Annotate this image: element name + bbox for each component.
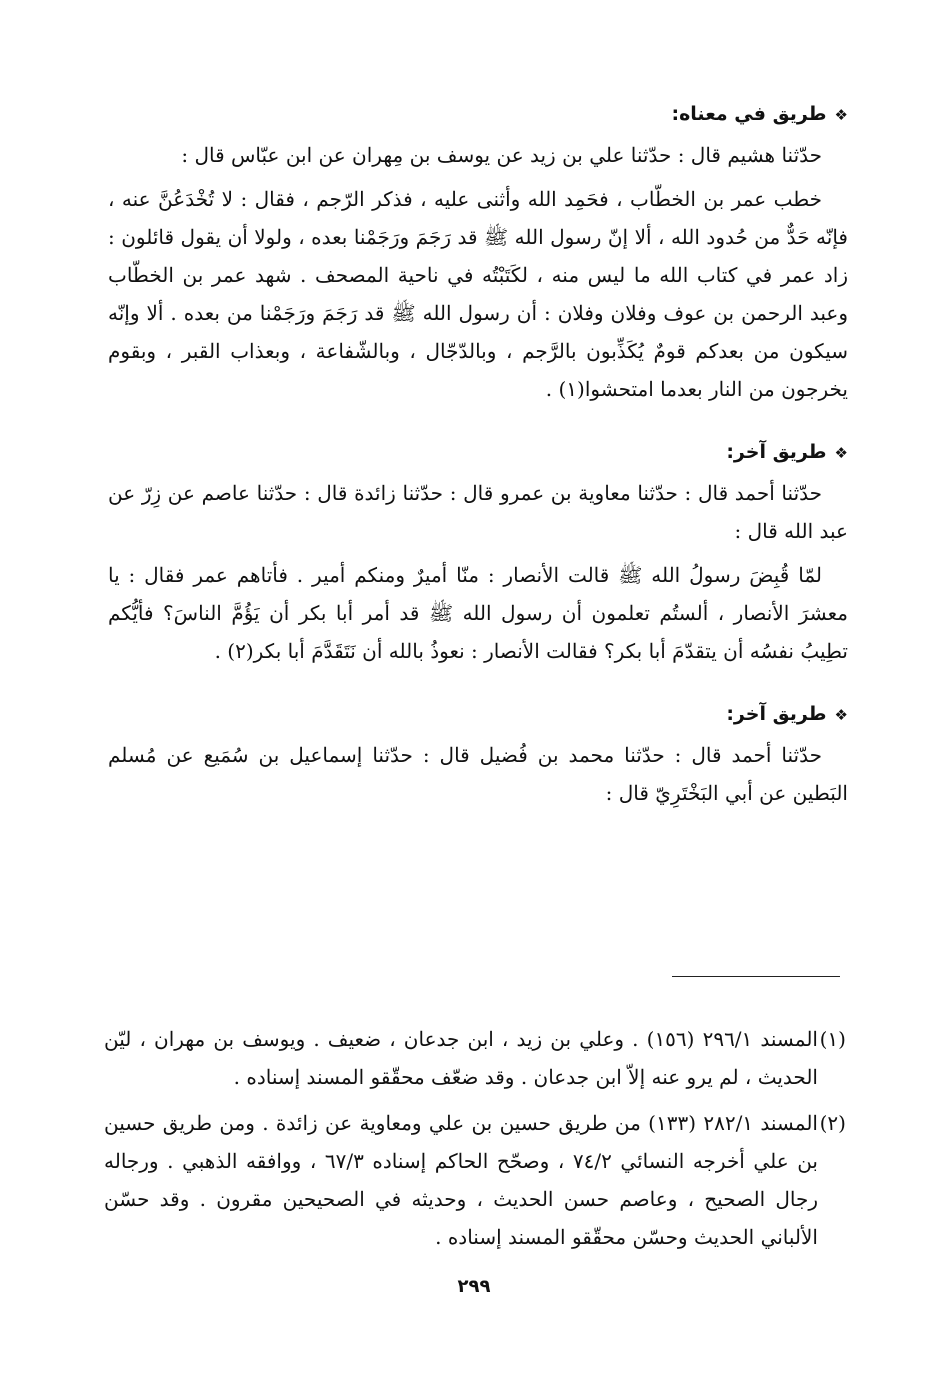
isnad-intro: حدّثنا أحمد قال : حدّثنا محمد بن فُضيل قال : حدّثنا إسماعيل بن سُمَيع عن مُسلم البَطين عن أبي البَخْتَرِيّ قال : (108, 743, 848, 805)
section-heading (108, 92, 848, 136)
section-heading-text: طريق آخر: (726, 703, 827, 725)
footnote-separator (672, 976, 840, 977)
section-heading (108, 692, 848, 736)
footnote-number: (١) (819, 1027, 846, 1051)
footnotes (104, 1020, 846, 1264)
section-heading-text: طريق آخر: (726, 441, 827, 463)
diamond-bullet-icon: ❖ (834, 444, 848, 462)
section-2 (108, 430, 848, 670)
main-text (108, 92, 848, 812)
section-1 (108, 92, 848, 408)
footnote-text: المسند ٢٩٦/١ (١٥٦) . وعلي بن زيد ، ابن جدعان ، ضعيف . ويوسف بن مهران ، ليّن الحديث ، لم يرو عنه إلاّ ابن جدعان . وقد ضعّف محقّقو المسند إسناده . (104, 1027, 818, 1089)
diamond-bullet-icon: ❖ (834, 706, 848, 724)
hadith-text: خطب عمر بن الخطّاب ، فحَمِد الله وأثنى عليه ، فذكر الرّجم ، فقال : لا تُخْدَعُنَّ عنه ، فإنّه حَدٌّ من حُدود الله ، ألا إنّ رسول الله ﷺ قد رَجَمَ ورَجَمْنا بعده ، ولولا أن يقول قائلون : زاد عمر في كتاب الله ما ليس منه ، لكَتَبْتُه في ناحية المصحف . شهد عمر بن الخطّاب وعبد الرحمن بن عوف وفلان وفلان : أن رسول الله ﷺ قد رَجَمَ ورَجَمْنا من بعده . ألا وإنّه سيكون من بعدكم قومٌ يُكَذِّبون بالرَّجم ، وبالدّجّال ، وبالشّفاعة ، وبعذاب القبر ، وبقوم يخرجون من النار بعدما امتحشوا(١) . (108, 187, 848, 401)
page-number: ٢٩٩ (457, 1276, 491, 1297)
footnote-1 (104, 1020, 846, 1096)
diamond-bullet-icon: ❖ (834, 106, 848, 124)
isnad-intro: حدّثنا هشيم قال : حدّثنا علي بن زيد عن يوسف بن مِهران عن ابن عبّاس قال : (181, 143, 822, 167)
footnote-2 (104, 1104, 846, 1256)
section-heading (108, 430, 848, 474)
footnote-number: (٢) (819, 1111, 846, 1135)
footnote-text: المسند ٢٨٢/١ (١٣٣) من طريق حسين بن علي ومعاوية عن زائدة . ومن طريق حسين بن علي أخرجه النسائي ٧٤/٢ ، وصحّح الحاكم إسناده ٦٧/٣ ، ووافقه الذهبي . ورجاله رجال الصحيح ، وعاصم حسن الحديث ، وحديثه في الصحيحين مقرون . وقد حسّن الألباني الحديث وحسّن محقّقو المسند إسناده . (104, 1111, 818, 1249)
hadith-text: لمّا قُبِضَ رسولُ الله ﷺ قالت الأنصار : منّا أميرٌ ومنكم أمير . فأتاهم عمر فقال : يا معشرَ الأنصار ، ألستُم تعلمون أن رسول الله ﷺ قد أمر أبا بكر أن يَؤُمَّ الناسَ؟ فأيُّكم تطِيبُ نفسُه أن يتقدّمَ أبا بكر؟ فقالت الأنصار : نعوذُ بالله أن نَتَقَدَّمَ أبا بكر(٢) . (108, 563, 848, 663)
section-3 (108, 692, 848, 812)
isnad-intro: حدّثنا أحمد قال : حدّثنا معاوية بن عمرو قال : حدّثنا زائدة قال : حدّثنا عاصم عن زِرّ عن عبد الله قال : (108, 481, 848, 543)
section-heading-text: طريق في معناه: (671, 103, 827, 125)
